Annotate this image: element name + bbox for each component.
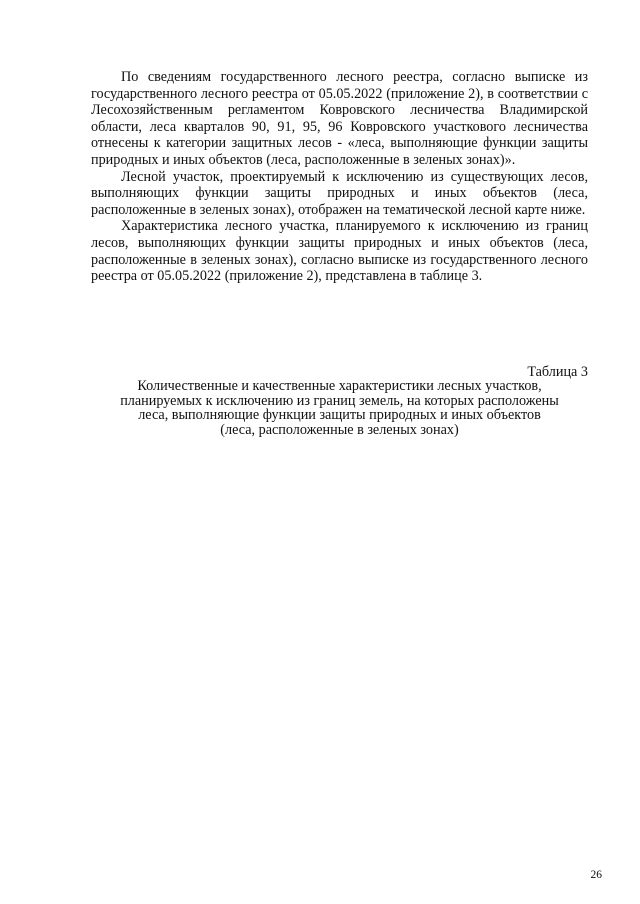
body-text <box>91 69 588 285</box>
table-title-line: леса, выполняющие функции защиты природных и иных объектов <box>138 407 541 424</box>
table-title-line: Количественные и качественные характеристики лесных участков, <box>137 378 542 394</box>
paragraph-characteristics: Характеристика лесного участка, планируемого к исключению из границ лесов, выполняющих функции защиты природных и иных объектов (леса, расположенные в зеленых зонах), согласно выписке из государственного лесного реестра от 05.05.2022 (приложение 2), представлена в таблице 3. <box>91 218 588 285</box>
table-title-line: планируемых к исключению из границ земель, на которых расположены <box>120 392 559 409</box>
page-number: 26 <box>590 869 602 881</box>
paragraph-forest-registry: По сведениям государственного лесного реестра, согласно выписке из государственного лесного реестра от 05.05.2022 (приложение 2), в соответствии с Лесохозяйственным регламентом Ковровского лесничества Владимирской области, леса кварталов 90, 91, 95, 96 Ковровского участкового лесничества отнесены к категории защитных лесов - «леса, выполняющие функции защиты природных и иных объектов (леса, расположенные в зеленых зонах)». <box>91 69 588 168</box>
table-title-line: (леса, расположенные в зеленых зонах) <box>220 421 459 438</box>
table-label: Таблица 3 <box>527 364 588 380</box>
paragraph-forest-plot: Лесной участок, проектируемый к исключению из существующих лесов, выполняющих функции защиты природных и иных объектов (леса, расположенные в зеленых зонах), отображен на тематической лесной карте ниже. <box>91 168 588 218</box>
table-title <box>91 379 588 437</box>
